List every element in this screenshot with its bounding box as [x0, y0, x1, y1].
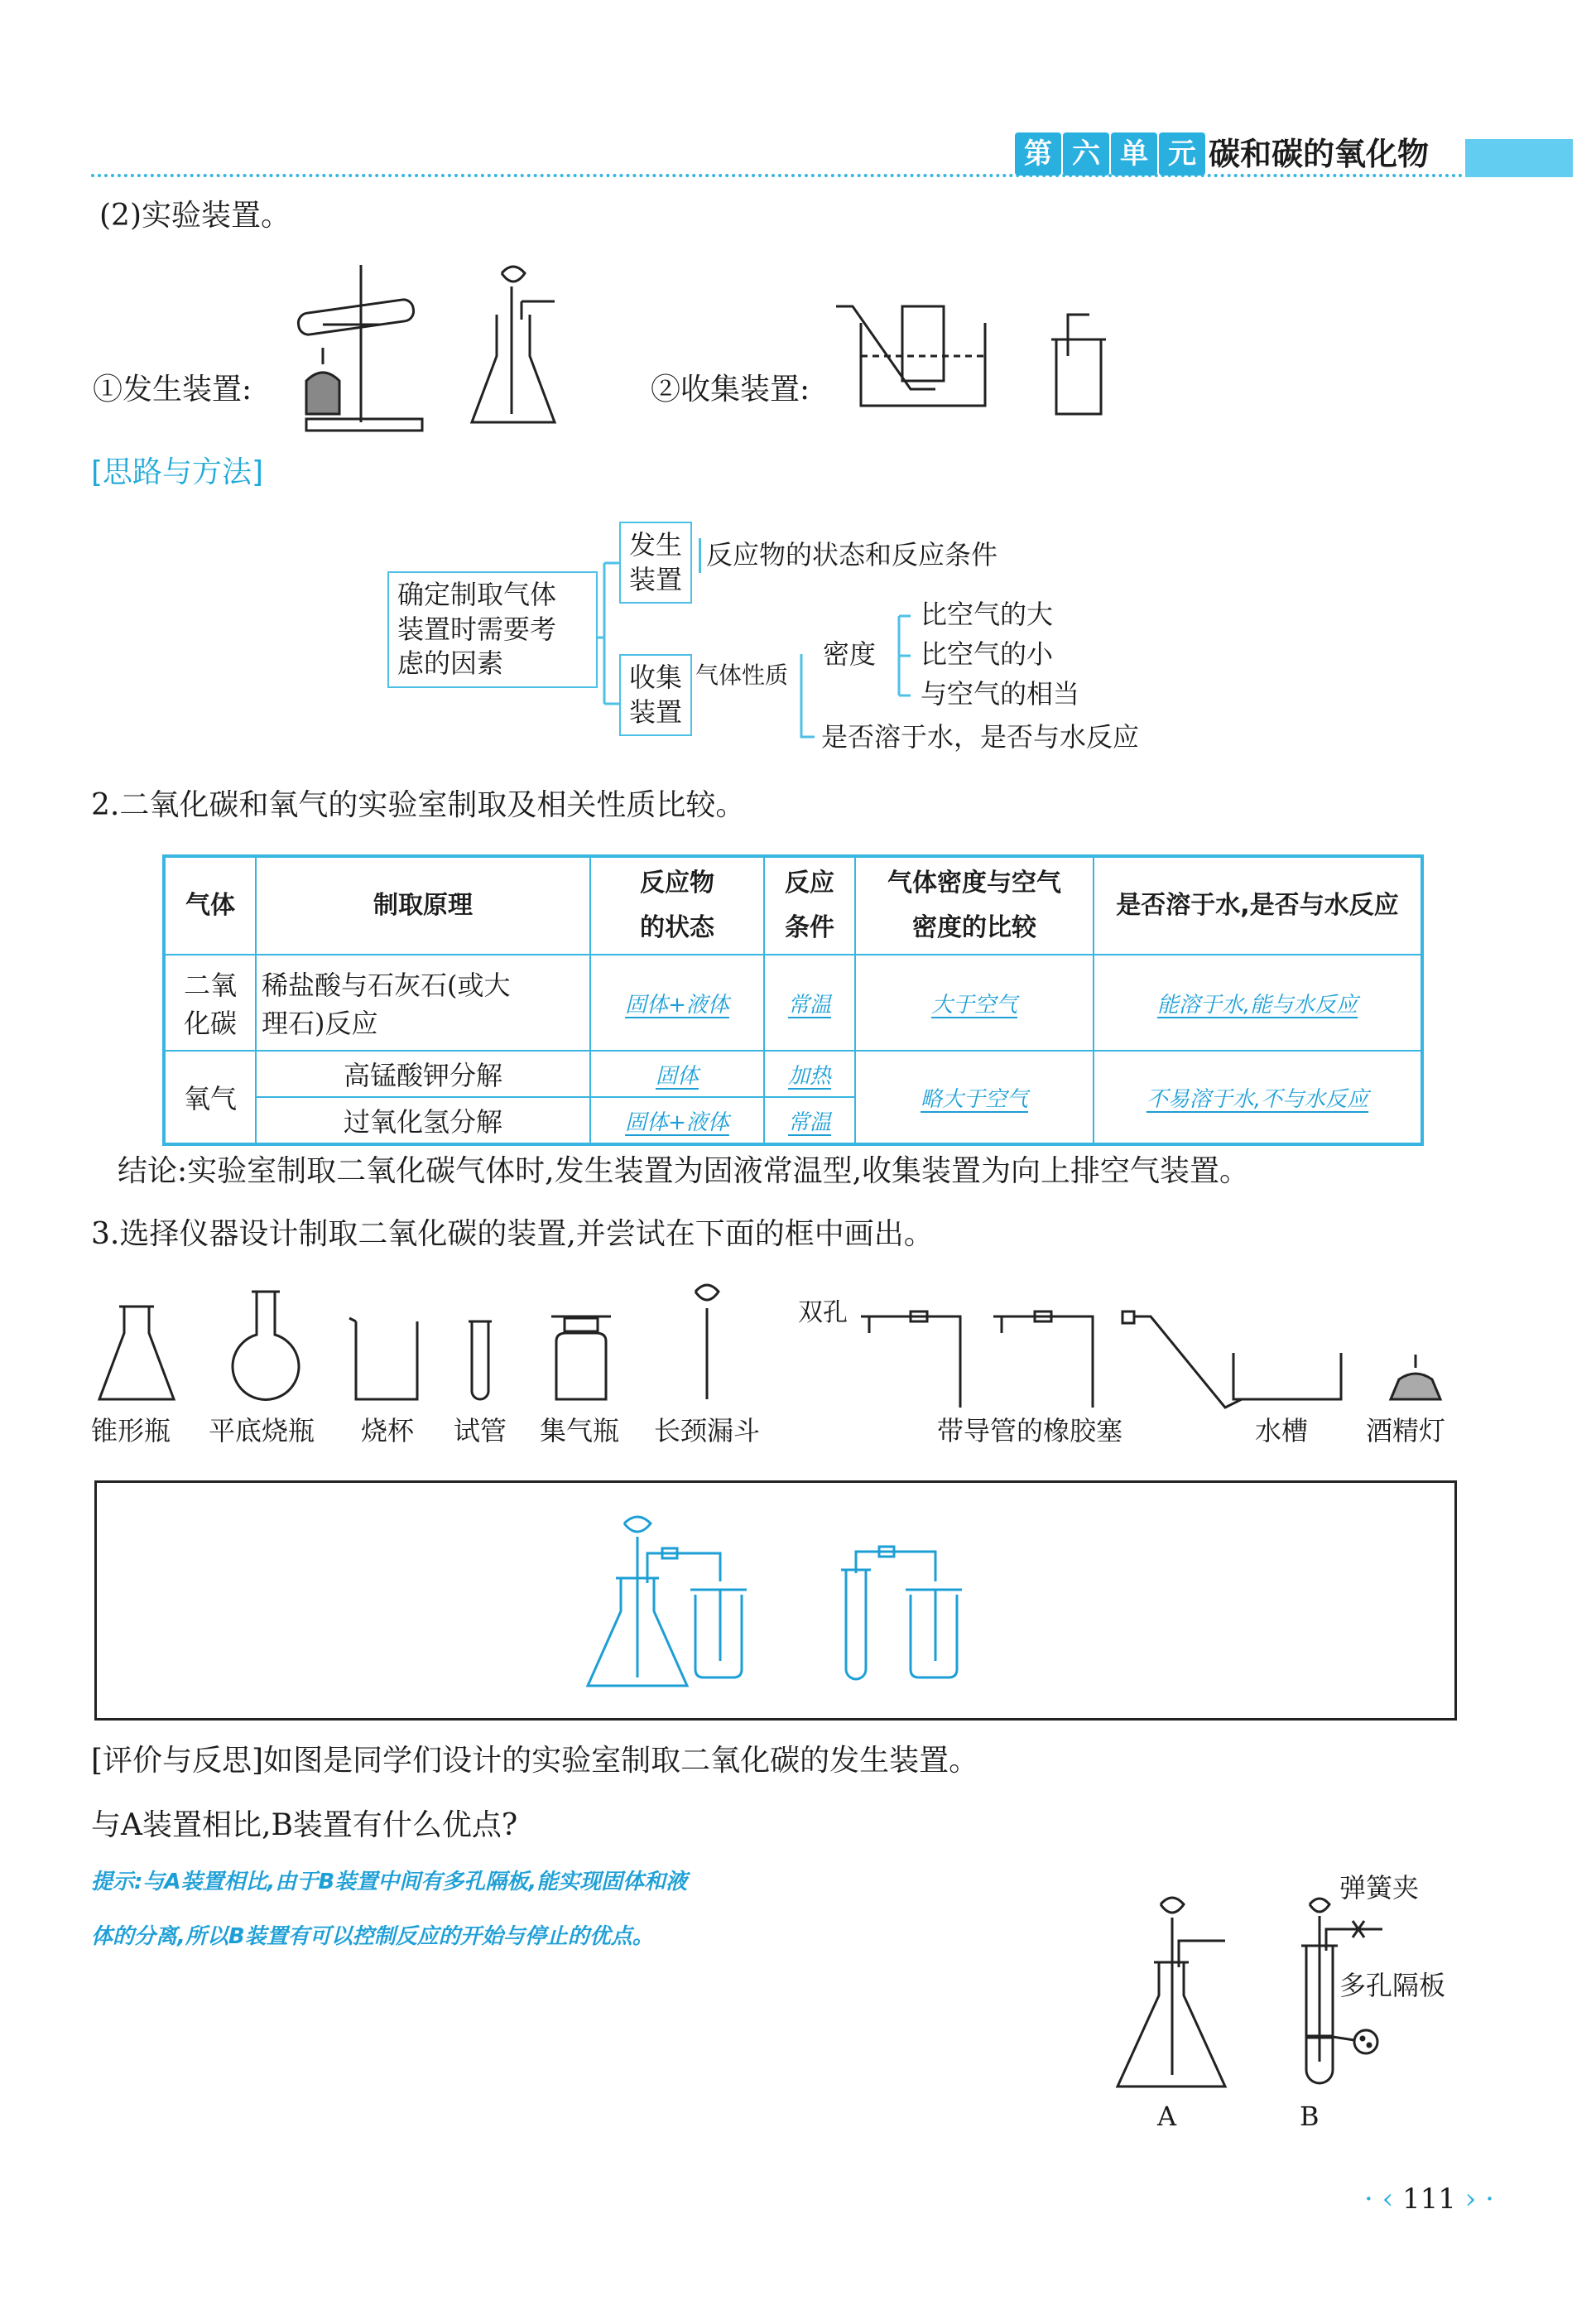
gen-line-2: 装置: [629, 563, 683, 595]
co2-condition-answer: 常温: [787, 993, 831, 1018]
o2-state-1-answer: 固体: [655, 1064, 699, 1089]
dens-h2: 密度的比较: [912, 913, 1036, 942]
co2-principle-2: 理石)反应: [262, 1008, 378, 1039]
state-h1: 反应物: [640, 869, 714, 898]
comparison-table: [162, 854, 1424, 1146]
label-funnel: 长颈漏斗: [654, 1415, 761, 1446]
instruments-figure: [83, 1275, 1490, 1416]
test-tube-icon: [469, 1321, 492, 1399]
col-line-1: 收集: [629, 662, 683, 693]
label-round-flask: 平底烧瓶: [209, 1415, 315, 1446]
cond-h1: 反应: [785, 869, 834, 898]
label-b: B: [1300, 2101, 1320, 2132]
round-flask-icon: [233, 1292, 299, 1399]
o2-condition-1: [764, 1051, 855, 1097]
mindmap-root-box: [387, 571, 598, 688]
co2-state-answer: 固体+液体: [625, 993, 729, 1018]
apparatus-ab-figure: [1101, 1879, 1473, 2136]
eval-intro: [评价与反思]如图是同学们设计的实验室制取二氧化碳的发生装置。: [91, 1744, 979, 1778]
label-test-tube: 试管: [454, 1415, 507, 1446]
table-row: [164, 955, 1422, 1051]
unit-char-1: 第: [1015, 132, 1061, 176]
cond-h2: 条件: [785, 913, 834, 942]
co2-principle: [256, 955, 590, 1051]
label-a: A: [1157, 2101, 1177, 2132]
o2-condition-1-answer: 加热: [787, 1064, 831, 1089]
page-ornament-left-icon: · ‹: [1364, 2183, 1394, 2216]
o2-state-2: [590, 1097, 764, 1144]
header-gas: 气体: [164, 856, 256, 955]
q3-heading: 3.选择仪器设计制取二氧化碳的装置,并尝试在下面的框中画出。: [91, 1217, 934, 1251]
state-h2: 的状态: [640, 913, 714, 942]
header-density: [855, 856, 1094, 955]
label-spring-clip: 弹簧夹: [1339, 1872, 1420, 1903]
co2-water-answer: 能溶于水,能与水反应: [1156, 993, 1358, 1018]
chapter-title: 碳和碳的氧化物: [1209, 136, 1430, 172]
water-trough-icon: [1233, 1353, 1341, 1399]
table-row: [164, 1051, 1422, 1097]
generation-apparatus-figure: [273, 257, 836, 439]
rubber-stopper-tubes-icon: [861, 1312, 1242, 1408]
eval-question: 与A装置相比,B装置有什么优点?: [91, 1808, 518, 1842]
header-accent-bar: [1465, 139, 1573, 177]
co2-density: [855, 955, 1094, 1051]
co2-principle-1: 稀盐酸与石灰石(或大: [262, 970, 511, 1001]
double-hole-label: 双孔: [798, 1298, 848, 1327]
o2-density: [855, 1051, 1094, 1144]
gen-desc: 反应物的状态和反应条件: [699, 538, 997, 573]
long-neck-funnel-icon: [695, 1285, 719, 1399]
gas-property: 气体性质: [695, 662, 789, 689]
label-gas-jar: 集气瓶: [540, 1415, 620, 1446]
co2-water: [1094, 955, 1422, 1051]
conical-flask-icon: [99, 1307, 174, 1399]
alcohol-lamp-icon: [1391, 1355, 1440, 1399]
header-water: 是否溶于水,是否与水反应: [1094, 856, 1422, 955]
label-porous-plate: 多孔隔板: [1339, 1970, 1446, 2001]
density-label: 密度: [823, 638, 877, 670]
o2-principle-2: 过氧化氢分解: [256, 1097, 590, 1144]
density-option-3: 与空气的相当: [921, 678, 1080, 710]
root-line-1: 确定制取气体: [397, 579, 557, 610]
mindmap-gen-box: [619, 522, 692, 604]
o2-principle-1: 高锰酸钾分解: [256, 1051, 590, 1097]
unit-char-3: 单: [1111, 132, 1157, 176]
mindmap-col-box: [619, 654, 692, 736]
co2-state: [590, 955, 764, 1051]
header-state: [590, 856, 764, 955]
root-line-3: 虑的因素: [397, 647, 504, 680]
page-number-value: 111: [1402, 2183, 1456, 2216]
label-trough: 水槽: [1255, 1415, 1309, 1446]
unit-char-4: 元: [1159, 132, 1205, 176]
page-number: [1364, 2183, 1494, 2216]
co2-name: [164, 955, 256, 1051]
o2-density-answer: 略大于空气: [920, 1087, 1028, 1112]
header-principle: 制取原理: [256, 856, 590, 955]
o2-condition-2: [764, 1097, 855, 1144]
gas-jar-icon: [551, 1316, 611, 1399]
o2-condition-2-answer: 常温: [787, 1110, 831, 1135]
col-line-2: 装置: [629, 695, 683, 728]
o2-state-2-answer: 固体+液体: [625, 1110, 729, 1135]
label-conical-flask: 锥形瓶: [91, 1415, 171, 1446]
unit-char-2: 六: [1063, 132, 1109, 176]
label-lamp: 酒精灯: [1366, 1415, 1446, 1446]
collection-label: ②收集装置:: [651, 373, 810, 407]
header-condition: [764, 856, 855, 955]
method-heading: [思路与方法]: [91, 455, 264, 489]
section-heading: (2)实验装置。: [99, 199, 291, 233]
co2-condition: [764, 955, 855, 1051]
co2-density-answer: 大于空气: [930, 993, 1017, 1018]
beaker-icon: [349, 1318, 417, 1399]
hint-line-2: 体的分离,所以B装置有可以控制反应的开始与停止的优点。: [91, 1924, 654, 1949]
page-ornament-right-icon: › ·: [1464, 2183, 1494, 2216]
co2-name-2: 化碳: [183, 1008, 237, 1039]
root-line-2: 装置时需要考: [397, 613, 557, 645]
student-sketch: [571, 1504, 985, 1694]
label-beaker: 烧杯: [361, 1415, 415, 1446]
collection-apparatus-figure: [828, 298, 1126, 422]
q2-heading: 2.二氧化碳和氧气的实验室制取及相关性质比较。: [91, 788, 746, 822]
label-stopper: 带导管的橡胶塞: [937, 1415, 1123, 1446]
density-option-1: 比空气的大: [921, 599, 1054, 630]
o2-state-1: [590, 1051, 764, 1097]
generation-label: ①发生装置:: [93, 373, 252, 407]
co2-name-1: 二氧: [183, 970, 237, 1001]
dens-h1: 气体密度与空气: [887, 869, 1061, 898]
o2-name: 氧气: [164, 1051, 256, 1144]
gen-line-1: 发生: [629, 529, 683, 561]
table-header-row: [164, 856, 1422, 955]
q2-conclusion: 结论:实验室制取二氧化碳气体时,发生装置为固液常温型,收集装置为向上排空气装置。: [118, 1154, 1250, 1188]
o2-water-answer: 不易溶于水,不与水反应: [1146, 1087, 1369, 1112]
solubility-factor: 是否溶于水，是否与水反应: [821, 721, 1140, 753]
hint-line-1: 提示:与A装置相比,由于B装置中间有多孔隔板,能实现固体和液: [91, 1870, 688, 1894]
density-option-2: 比空气的小: [921, 638, 1054, 670]
o2-water: [1094, 1051, 1422, 1144]
